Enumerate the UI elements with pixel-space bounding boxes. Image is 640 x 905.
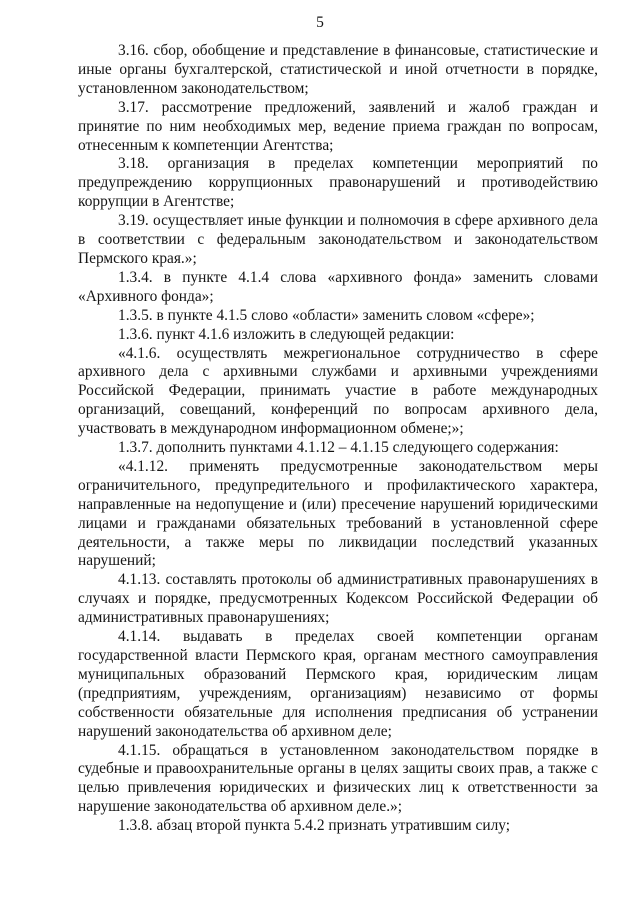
paragraph-1-3-6: 1.3.6. пункт 4.1.6 изложить в следующей редакции: — [118, 325, 455, 343]
paragraph-4-1-13: 4.1.13. составлять протоколы об административных правонарушениях в случаях и порядке, предусмотренных Кодексом Российской Федерации об административных правонарушениях; — [78, 571, 598, 627]
page-number: 5 — [316, 14, 324, 31]
paragraph-1-3-8: 1.3.8. абзац второй пункта 5.4.2 признать утратившим силу; — [118, 817, 511, 835]
paragraph-4-1-6: «4.1.6. осуществлять межрегиональное сотрудничество в сфере архивного дела с архивными службами и архивными учреждениями Российской Федерации, принимать участие в работе международных организаций, совещаний, конференций по вопросам архивного дела, участвовать в международном информационном обмене;»; — [78, 344, 598, 438]
paragraph-1-3-4: 1.3.4. в пункте 4.1.4 слова «архивного фонда» заменить словами «Архивного фонда»; — [78, 268, 598, 305]
paragraph-3-19: 3.19. осуществляет иные функции и полномочия в сфере архивного дела в соответствии с федеральным законодательством и законодательством Пермского края.»; — [78, 212, 598, 267]
paragraph-1-3-5: 1.3.5. в пункте 4.1.5 слово «области» заменить словом «сфере»; — [118, 306, 535, 324]
paragraph-3-17: 3.17. рассмотрение предложений, заявлений и жалоб граждан и принятие по ним необходимых мер, ведение приема граждан по вопросам, отнесенным к компетенции Агентства; — [78, 98, 598, 154]
paragraph-4-1-14: 4.1.14. выдавать в пределах своей компетенции органам государственной власти Пермского края, органам местного самоуправления муниципальных образований Пермского края, юридическим лицам (предприятиям, учреждениям, организациям) независимо от формы собственности обязательные для исполнения предписания об устранении нарушений законодательства об архивном деле; — [78, 628, 598, 740]
paragraph-4-1-15: 4.1.15. обращаться в установленном законодательством порядке в судебные и правоохранительные органы в целях защиты своих прав, а также с целью привлечения юридических и физических лиц к ответственности за нарушение законодательства об архивном деле.»; — [78, 741, 598, 816]
document-body — [78, 42, 598, 836]
paragraph-3-16: 3.16. сбор, обобщение и представление в финансовые, статистические и иные органы бухгалтерской, статистической и иной отчетности в порядке, установленном законодательством; — [78, 42, 598, 97]
paragraph-3-18: 3.18. организация в пределах компетенции мероприятий по предупреждению коррупционных правонарушений и противодействию коррупции в Агентстве; — [78, 155, 598, 211]
paragraph-4-1-12: «4.1.12. применять предусмотренные законодательством меры ограничительного, предупредительного и профилактического характера, направленные на недопущение и (или) пресечение нарушений юридическими лицами и гражданами обязательных требований в установленной сфере деятельности, а также меры по ликвидации последствий указанных нарушений; — [78, 457, 598, 570]
paragraph-1-3-7: 1.3.7. дополнить пунктами 4.1.12 – 4.1.15 следующего содержания: — [118, 439, 559, 457]
